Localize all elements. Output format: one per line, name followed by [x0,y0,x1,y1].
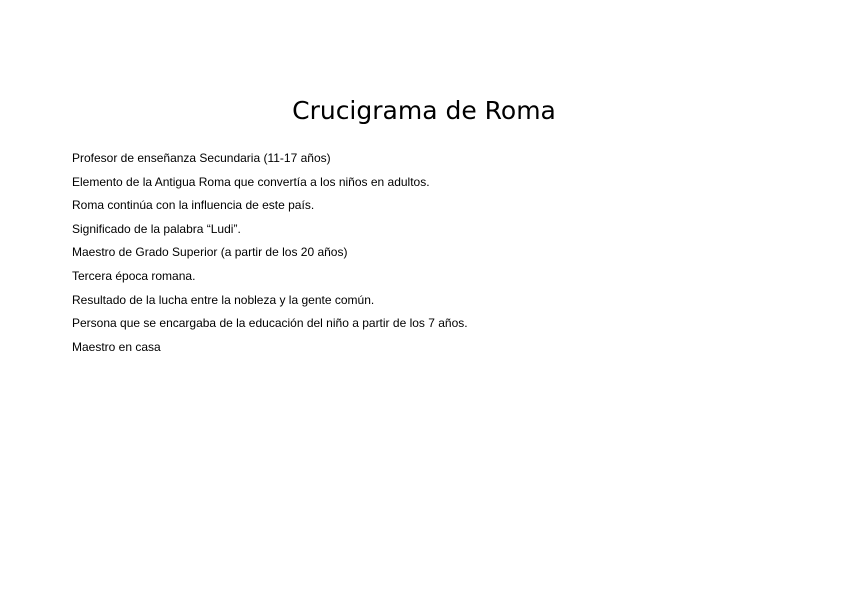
clue-item: Elemento de la Antigua Roma que convertía a los niños en adultos. [72,174,430,189]
clue-item: Significado de la palabra “Ludi”. [72,221,241,236]
clue-item: Roma continúa con la influencia de este país. [72,198,315,213]
clue-item: Profesor de enseñanza Secundaria (11-17 años) [72,151,331,165]
page-title: Crucigrama de Roma [292,96,556,125]
clue-list [72,150,468,362]
clue-item: Maestro de Grado Superior (a partir de los 20 años) [72,245,348,260]
clue-item: Persona que se encargaba de la educación del niño a partir de los 7 años. [72,316,468,331]
clue-item: Resultado de la lucha entre la nobleza y la gente común. [72,292,375,307]
clue-item: Maestro en casa [72,339,161,354]
clue-item: Tercera época romana. [72,268,196,283]
